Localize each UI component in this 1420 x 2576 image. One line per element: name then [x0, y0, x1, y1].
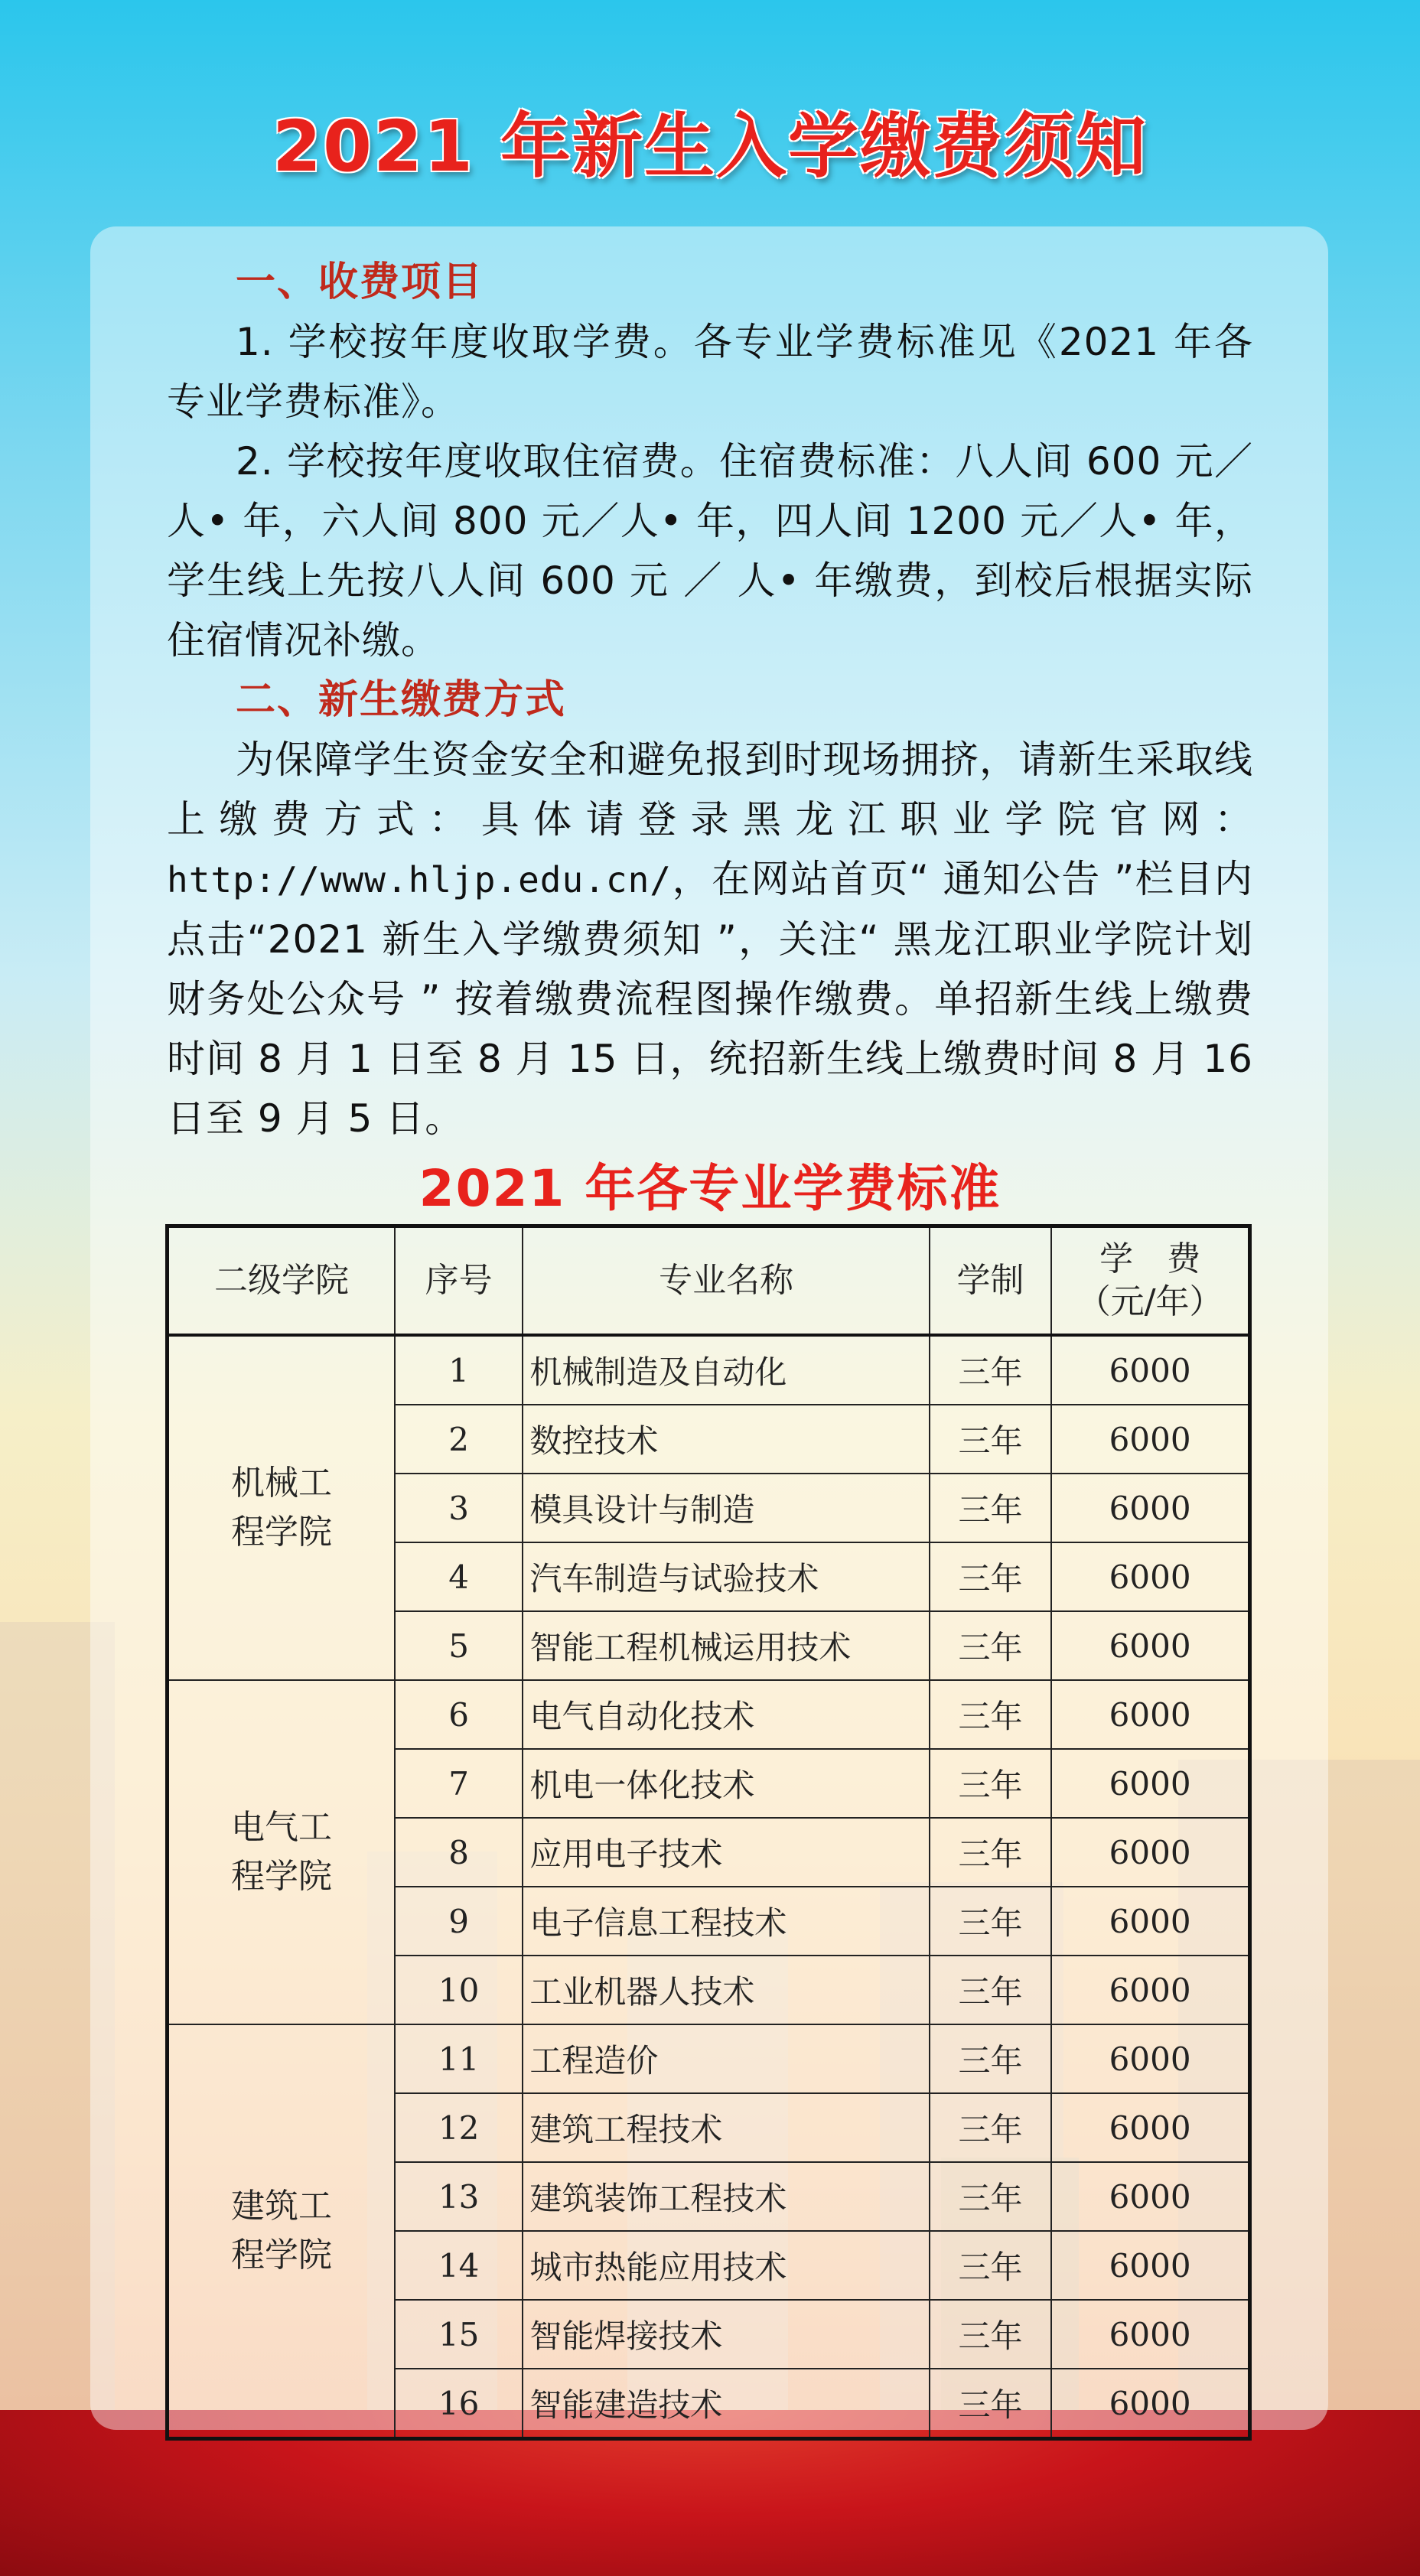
major-name-cell: 智能建造技术	[523, 2369, 929, 2439]
header-college: 二级学院	[168, 1226, 395, 1336]
row-number-cell: 10	[395, 1956, 523, 2024]
row-number-cell: 15	[395, 2300, 523, 2369]
page-title: 2021 年新生入学缴费须知	[272, 106, 1148, 187]
fee-cell: 6000	[1051, 1611, 1249, 1680]
header-no: 序号	[395, 1226, 523, 1336]
fee-cell: 6000	[1051, 1680, 1249, 1749]
row-number-cell: 3	[395, 1474, 523, 1542]
fee-cell: 6000	[1051, 1474, 1249, 1542]
row-number-cell: 12	[395, 2093, 523, 2162]
major-name-cell: 数控技术	[523, 1405, 929, 1474]
row-number-cell: 14	[395, 2231, 523, 2300]
fee-item-2: 2. 学校按年度收取住宿费。住宿费标准：八人间 600 元／人• 年，六人间 800 元／人• 年，四人间 1200 元／人• 年，学生线上先按八人间 600 元 ／ 人• 年缴费，到校后根据实际住宿情况补缴。	[167, 439, 1253, 663]
major-name-cell: 工业机器人技术	[523, 1956, 929, 2024]
major-name-cell: 智能工程机械运用技术	[523, 1611, 929, 1680]
duration-cell: 三年	[930, 2024, 1051, 2093]
fee-cell: 6000	[1051, 1818, 1249, 1887]
row-number-cell: 11	[395, 2024, 523, 2093]
duration-cell: 三年	[930, 1749, 1051, 1818]
row-number-cell: 8	[395, 1818, 523, 1887]
header-fee-line1: 学 费	[1099, 1239, 1201, 1278]
fee-cell: 6000	[1051, 2162, 1249, 2231]
row-number-cell: 7	[395, 1749, 523, 1818]
row-number-cell: 1	[395, 1335, 523, 1405]
table-row	[168, 1335, 1250, 1405]
fee-cell: 6000	[1051, 2024, 1249, 2093]
payment-method-paragraph	[167, 730, 1253, 1148]
major-name-cell: 机械制造及自动化	[523, 1335, 929, 1405]
duration-cell: 三年	[930, 1611, 1051, 1680]
duration-cell: 三年	[930, 1405, 1051, 1474]
fee-cell: 6000	[1051, 1405, 1249, 1474]
payment-intro: 为保障学生资金安全和避免报到时现场拥挤，请新生采取线上缴费方式：具体请登录黑龙江职业学院官网：	[167, 738, 1253, 842]
duration-cell: 三年	[930, 2231, 1051, 2300]
duration-cell: 三年	[930, 2300, 1051, 2369]
row-number-cell: 6	[395, 1680, 523, 1749]
major-name-cell: 电气自动化技术	[523, 1680, 929, 1749]
fee-table-body	[168, 1335, 1250, 2439]
payment-details: ，在网站首页“ 通知公告 ”栏目内点击“2021 新生入学缴费须知 ”，关注“ 黑龙江职业学院计划财务处公众号 ” 按着缴费流程图操作缴费。单招新生线上缴费时间 8 月 1 日至 8 月 15 日，统招新生线上缴费时间 8 月 16 日至 9 月 5 日。	[167, 857, 1253, 1141]
college-cell: 机械工程学院	[168, 1335, 395, 1680]
duration-cell: 三年	[930, 1887, 1051, 1956]
fee-cell: 6000	[1051, 2231, 1249, 2300]
fee-cell: 6000	[1051, 2093, 1249, 2162]
row-number-cell: 2	[395, 1405, 523, 1474]
duration-cell: 三年	[930, 1335, 1051, 1405]
major-name-cell: 建筑工程技术	[523, 2093, 929, 2162]
fee-cell: 6000	[1051, 2369, 1249, 2439]
duration-cell: 三年	[930, 1818, 1051, 1887]
table-header-row	[168, 1226, 1250, 1336]
row-number-cell: 5	[395, 1611, 523, 1680]
duration-cell: 三年	[930, 2162, 1051, 2231]
header-fee-line2: （元/年）	[1076, 1282, 1223, 1321]
major-name-cell: 汽车制造与试验技术	[523, 1542, 929, 1611]
fee-cell: 6000	[1051, 1335, 1249, 1405]
website-url[interactable]: http://www.hljp.edu.cn/	[167, 859, 672, 900]
fee-cell: 6000	[1051, 1887, 1249, 1956]
duration-cell: 三年	[930, 1474, 1051, 1542]
fee-table	[165, 1224, 1252, 2441]
college-cell: 建筑工程学院	[168, 2024, 395, 2439]
major-name-cell: 机电一体化技术	[523, 1749, 929, 1818]
section-heading-fees: 一、收费项目	[236, 259, 484, 305]
row-number-cell: 16	[395, 2369, 523, 2439]
header-duration: 学制	[930, 1226, 1051, 1336]
row-number-cell: 4	[395, 1542, 523, 1611]
fee-item-1: 1. 学校按年度收取学费。各专业学费标准见《2021 年各专业学费标准》。	[167, 320, 1253, 424]
duration-cell: 三年	[930, 1680, 1051, 1749]
major-name-cell: 工程造价	[523, 2024, 929, 2093]
major-name-cell: 应用电子技术	[523, 1818, 929, 1887]
header-fee	[1051, 1226, 1249, 1336]
section-heading-payment: 二、新生缴费方式	[236, 677, 567, 723]
duration-cell: 三年	[930, 2093, 1051, 2162]
duration-cell: 三年	[930, 1956, 1051, 2024]
fee-cell: 6000	[1051, 1749, 1249, 1818]
college-cell: 电气工程学院	[168, 1680, 395, 2024]
notice-content	[167, 252, 1253, 1148]
fee-cell: 6000	[1051, 2300, 1249, 2369]
major-name-cell: 建筑装饰工程技术	[523, 2162, 929, 2231]
major-name-cell: 城市热能应用技术	[523, 2231, 929, 2300]
major-name-cell: 模具设计与制造	[523, 1474, 929, 1542]
table-row	[168, 2024, 1250, 2093]
fee-table-title: 2021 年各专业学费标准	[419, 1159, 1001, 1218]
header-major: 专业名称	[523, 1226, 929, 1336]
duration-cell: 三年	[930, 1542, 1051, 1611]
duration-cell: 三年	[930, 2369, 1051, 2439]
fee-cell: 6000	[1051, 1956, 1249, 2024]
row-number-cell: 9	[395, 1887, 523, 1956]
major-name-cell: 智能焊接技术	[523, 2300, 929, 2369]
row-number-cell: 13	[395, 2162, 523, 2231]
table-row	[168, 1680, 1250, 1749]
major-name-cell: 电子信息工程技术	[523, 1887, 929, 1956]
fee-cell: 6000	[1051, 1542, 1249, 1611]
